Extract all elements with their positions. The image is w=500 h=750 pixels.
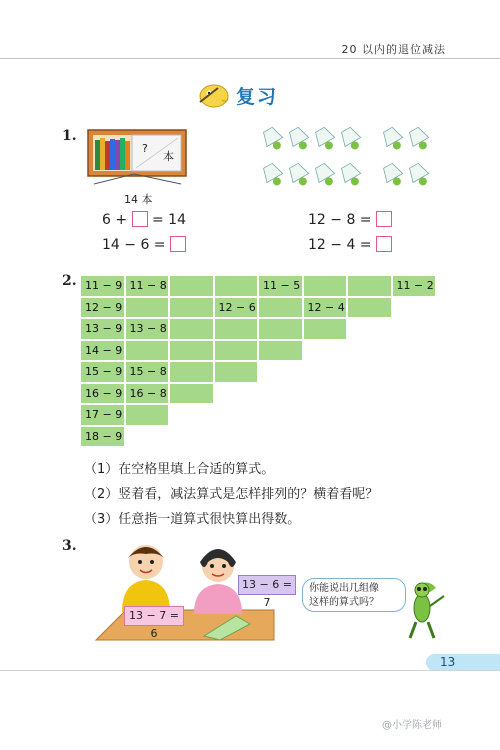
question-3-number: 3. — [62, 538, 77, 554]
chapter-title: 20 以内的退位减法 — [341, 43, 446, 56]
grid-cell[interactable] — [169, 340, 214, 362]
equation-3-left: 12 − 8 = — [308, 212, 376, 228]
grid-cell[interactable] — [214, 318, 259, 340]
equation-1-right: = 14 — [147, 212, 186, 228]
page-number-tab — [426, 654, 500, 671]
grid-cell[interactable]: 13 − 9 — [80, 318, 125, 340]
equation-2-left: 14 − 6 = — [102, 237, 170, 253]
lizard-mascot-icon — [398, 578, 448, 646]
grid-cell[interactable]: 11 − 2 — [392, 275, 437, 297]
grid-cell[interactable]: 11 − 8 — [125, 275, 170, 297]
grid-cell[interactable] — [214, 361, 259, 383]
grid-cell[interactable] — [169, 275, 214, 297]
header-divider — [0, 58, 500, 59]
question-2-part-2: （2）竖着看，减法算式是怎样排列的？横着看呢？ — [84, 487, 379, 502]
subtraction-grid — [80, 275, 436, 447]
grid-cell[interactable]: 12 − 6 — [214, 297, 259, 319]
equation-4 — [308, 236, 392, 253]
grid-cell[interactable]: 11 − 9 — [80, 275, 125, 297]
review-mascot-icon — [196, 78, 232, 110]
boy-equation-card: 13 − 7 = 6 — [124, 606, 184, 626]
grid-cell[interactable]: 16 − 9 — [80, 383, 125, 405]
speech-bubble — [302, 578, 406, 612]
grid-cell[interactable] — [125, 404, 170, 426]
grid-cell[interactable] — [258, 297, 303, 319]
hidden-books-word: 本 — [163, 150, 174, 163]
grid-cell[interactable]: 15 − 9 — [80, 361, 125, 383]
section-title: 复习 — [236, 86, 279, 108]
answer-box[interactable] — [170, 236, 186, 252]
hidden-books-mark: ? — [142, 142, 148, 155]
equation-1-left: 6 + — [102, 212, 132, 228]
grid-cell[interactable] — [303, 275, 348, 297]
grid-cell[interactable] — [125, 297, 170, 319]
answer-box[interactable] — [376, 236, 392, 252]
grid-cell[interactable]: 18 − 9 — [80, 426, 125, 448]
equation-3 — [308, 211, 392, 228]
grid-cell[interactable] — [303, 318, 348, 340]
answer-box[interactable] — [376, 211, 392, 227]
girl-equation-card: 13 − 6 = 7 — [238, 575, 296, 595]
grid-cell[interactable] — [125, 340, 170, 362]
grid-cell[interactable]: 15 − 8 — [125, 361, 170, 383]
page-number: 13 — [440, 655, 456, 669]
grid-cell[interactable]: 12 − 4 — [303, 297, 348, 319]
watermark: @小学陈老师 — [382, 720, 442, 731]
shuttlecock-illustration — [262, 125, 442, 199]
grid-cell[interactable]: 11 − 5 — [258, 275, 303, 297]
equation-2 — [102, 236, 186, 253]
question-2-part-1: （1）在空格里填上合适的算式。 — [84, 462, 275, 477]
answer-box[interactable] — [132, 211, 148, 227]
question-2-part-3: （3）任意指一道算式很快算出得数。 — [84, 512, 301, 527]
grid-cell[interactable] — [347, 297, 392, 319]
equation-1 — [102, 211, 186, 228]
grid-cell[interactable] — [169, 297, 214, 319]
grid-cell[interactable]: 13 − 8 — [125, 318, 170, 340]
bookshelf-total-label: 14 本 — [124, 193, 153, 206]
grid-cell[interactable]: 14 − 9 — [80, 340, 125, 362]
section-title-block — [196, 78, 316, 112]
grid-cell[interactable] — [258, 318, 303, 340]
grid-cell[interactable] — [347, 275, 392, 297]
equation-4-left: 12 − 4 = — [308, 237, 376, 253]
grid-cell[interactable] — [214, 340, 259, 362]
grid-cell[interactable] — [169, 361, 214, 383]
speech-line-2: 这样的算式吗？ — [309, 597, 379, 608]
footer-divider — [0, 670, 500, 671]
grid-cell[interactable] — [169, 383, 214, 405]
grid-cell[interactable] — [169, 318, 214, 340]
grid-cell[interactable] — [214, 275, 259, 297]
question-2-number: 2. — [62, 273, 77, 289]
question-1-number: 1. — [62, 128, 77, 144]
grid-cell[interactable] — [258, 340, 303, 362]
grid-cell[interactable]: 16 − 8 — [125, 383, 170, 405]
speech-line-1: 你能说出几组像 — [309, 583, 379, 594]
grid-cell[interactable]: 12 − 9 — [80, 297, 125, 319]
grid-cell[interactable]: 17 − 9 — [80, 404, 125, 426]
